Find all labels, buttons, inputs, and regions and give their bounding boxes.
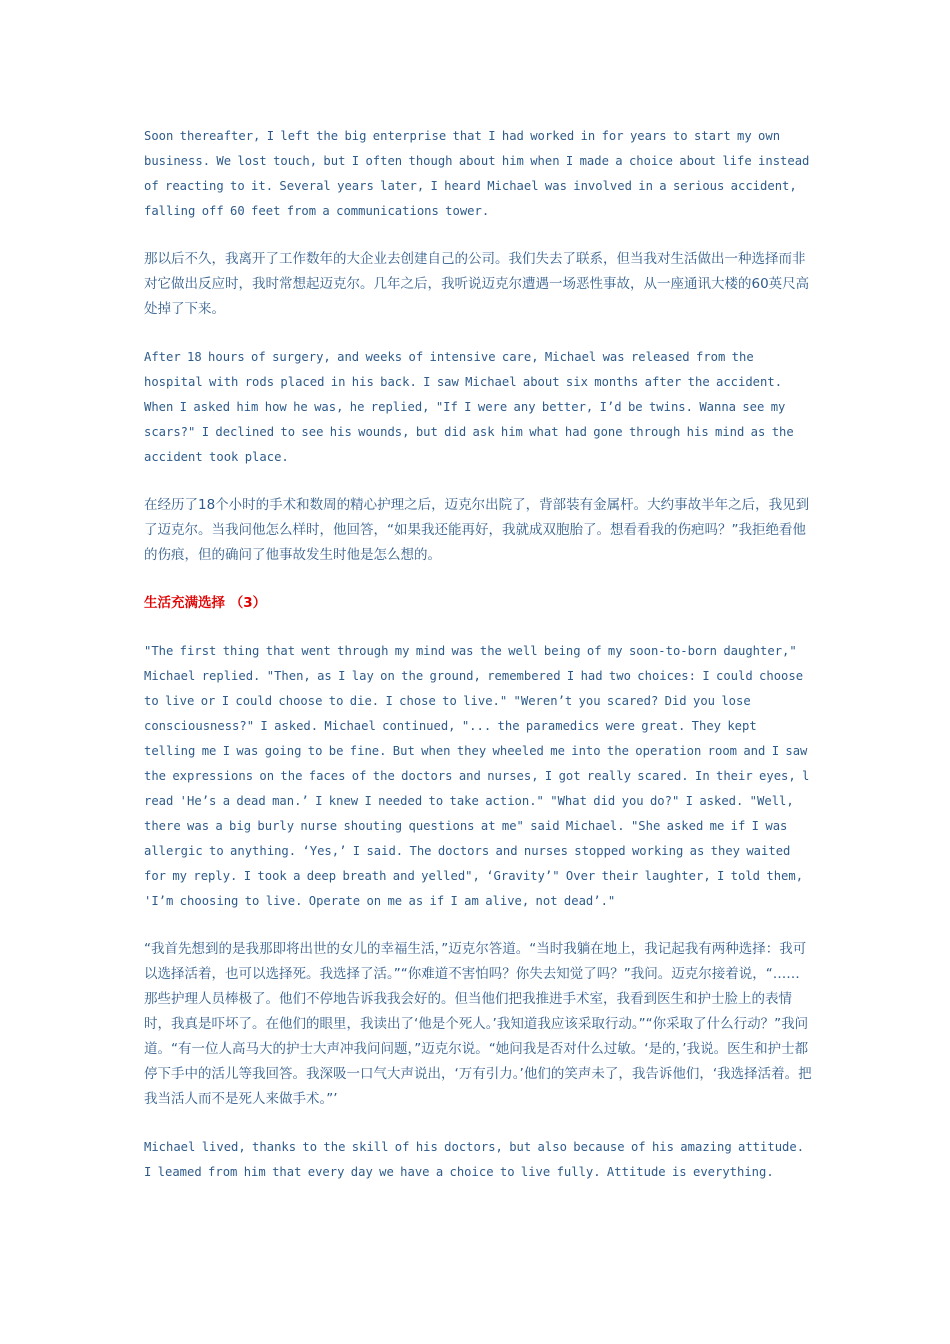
paragraph-english: "The first thing that went through my mind was the well being of my soon-to-born daughter," Michael replied. "Then, as I lay on the ground, remembered I had two choices: I could choose to live or I could choose to die. I chose to live." "Weren’t you scared? Did you lose consciousness?" I asked. Michael continued, "... the paramedics were great. They kept telling me I was going to be fine. But when they wheeled me into the operation room and I saw the expressions on the faces of the doctors and nurses, I got really scared. In their eyes, l read 'He’s a dead man.’ I knew I needed to take action." "What did you do?" I asked. "Well, there was a big burly nurse shouting questions at me" said Michael. "She asked me if I was allergic to anything. ‘Yes,’ I said. The doctors and nurses stopped working as they waited for my reply. I took a deep breath and yelled", ‘Gravity’" Over their laughter, I told them, 'I’m choosing to live. Operate on me as if I am alive, not dead’.": [144, 644, 810, 908]
paragraph-english: Michael lived, thanks to the skill of his doctors, but also because of his amazing attitude. I leamed from him that every day we have a choice to live fully. Attitude is everything.: [144, 1140, 805, 1179]
article-body: [144, 124, 812, 1208]
paragraph-chinese: “我首先想到的是我那即将出世的女儿的幸福生活，”迈克尔答道。“当时我躺在地上，我记起我有两种选择：我可以选择活着，也可以选择死。我选择了活。”“你难道不害怕吗？你失去知觉了吗？”我问。迈克尔接着说，“……那些护理人员棒极了。他们不停地告诉我我会好的。但当他们把我推进手术室，我看到医生和护士脸上的表情时，我真是吓坏了。在他们的眼里，我读出了‘他是个死人。’我知道我应该采取行动。”“你采取了什么行动？”我问道。“有一位人高马大的护士大声冲我问问题，”迈克尔说。“她问我是否对什么过敏。‘是的，’我说。医生和护士都停下手中的活儿等我回答。我深吸一口气大声说出，‘万有引力。’他们的笑声未了，我告诉他们，‘我选择活着。把我当活人而不是死人来做手术。”’: [144, 941, 812, 1107]
paragraph-english: Soon thereafter, I left the big enterprise that I had worked in for years to start my own business. We lost touch, but I often though about him when I made a choice about life instead of reacting to it. Several years later, I heard Michael was involved in a serious accident, falling off 60 feet from a communications tower.: [144, 129, 810, 218]
paragraph-chinese: 那以后不久，我离开了工作数年的大企业去创建自己的公司。我们失去了联系，但当我对生活做出一种选择而非对它做出反应时，我时常想起迈克尔。几年之后，我听说迈克尔遭遇一场恶性事故，从一座通讯大楼的60英尺高处掉了下来。: [144, 251, 810, 317]
paragraph-chinese: 在经历了18个小时的手术和数周的精心护理之后，迈克尔出院了，背部装有金属杆。大约事故半年之后，我见到了迈克尔。当我问他怎么样时，他回答，“如果我还能再好，我就成双胞胎了。想看看我的伤疤吗？”我拒绝看他的伤痕，但的确问了他事故发生时他是怎么想的。: [144, 497, 810, 563]
paragraph-english: After 18 hours of surgery, and weeks of intensive care, Michael was released from the hospital with rods placed in his back. I saw Michael about six months after the accident. When I asked him how he was, he replied, "If I were any better, I’d be twins. Wanna see my scars?" I declined to see his wounds, but did ask him what had gone through his mind as the accident took place.: [144, 350, 794, 464]
section-heading: 生活充满选择 （3）: [144, 595, 267, 611]
